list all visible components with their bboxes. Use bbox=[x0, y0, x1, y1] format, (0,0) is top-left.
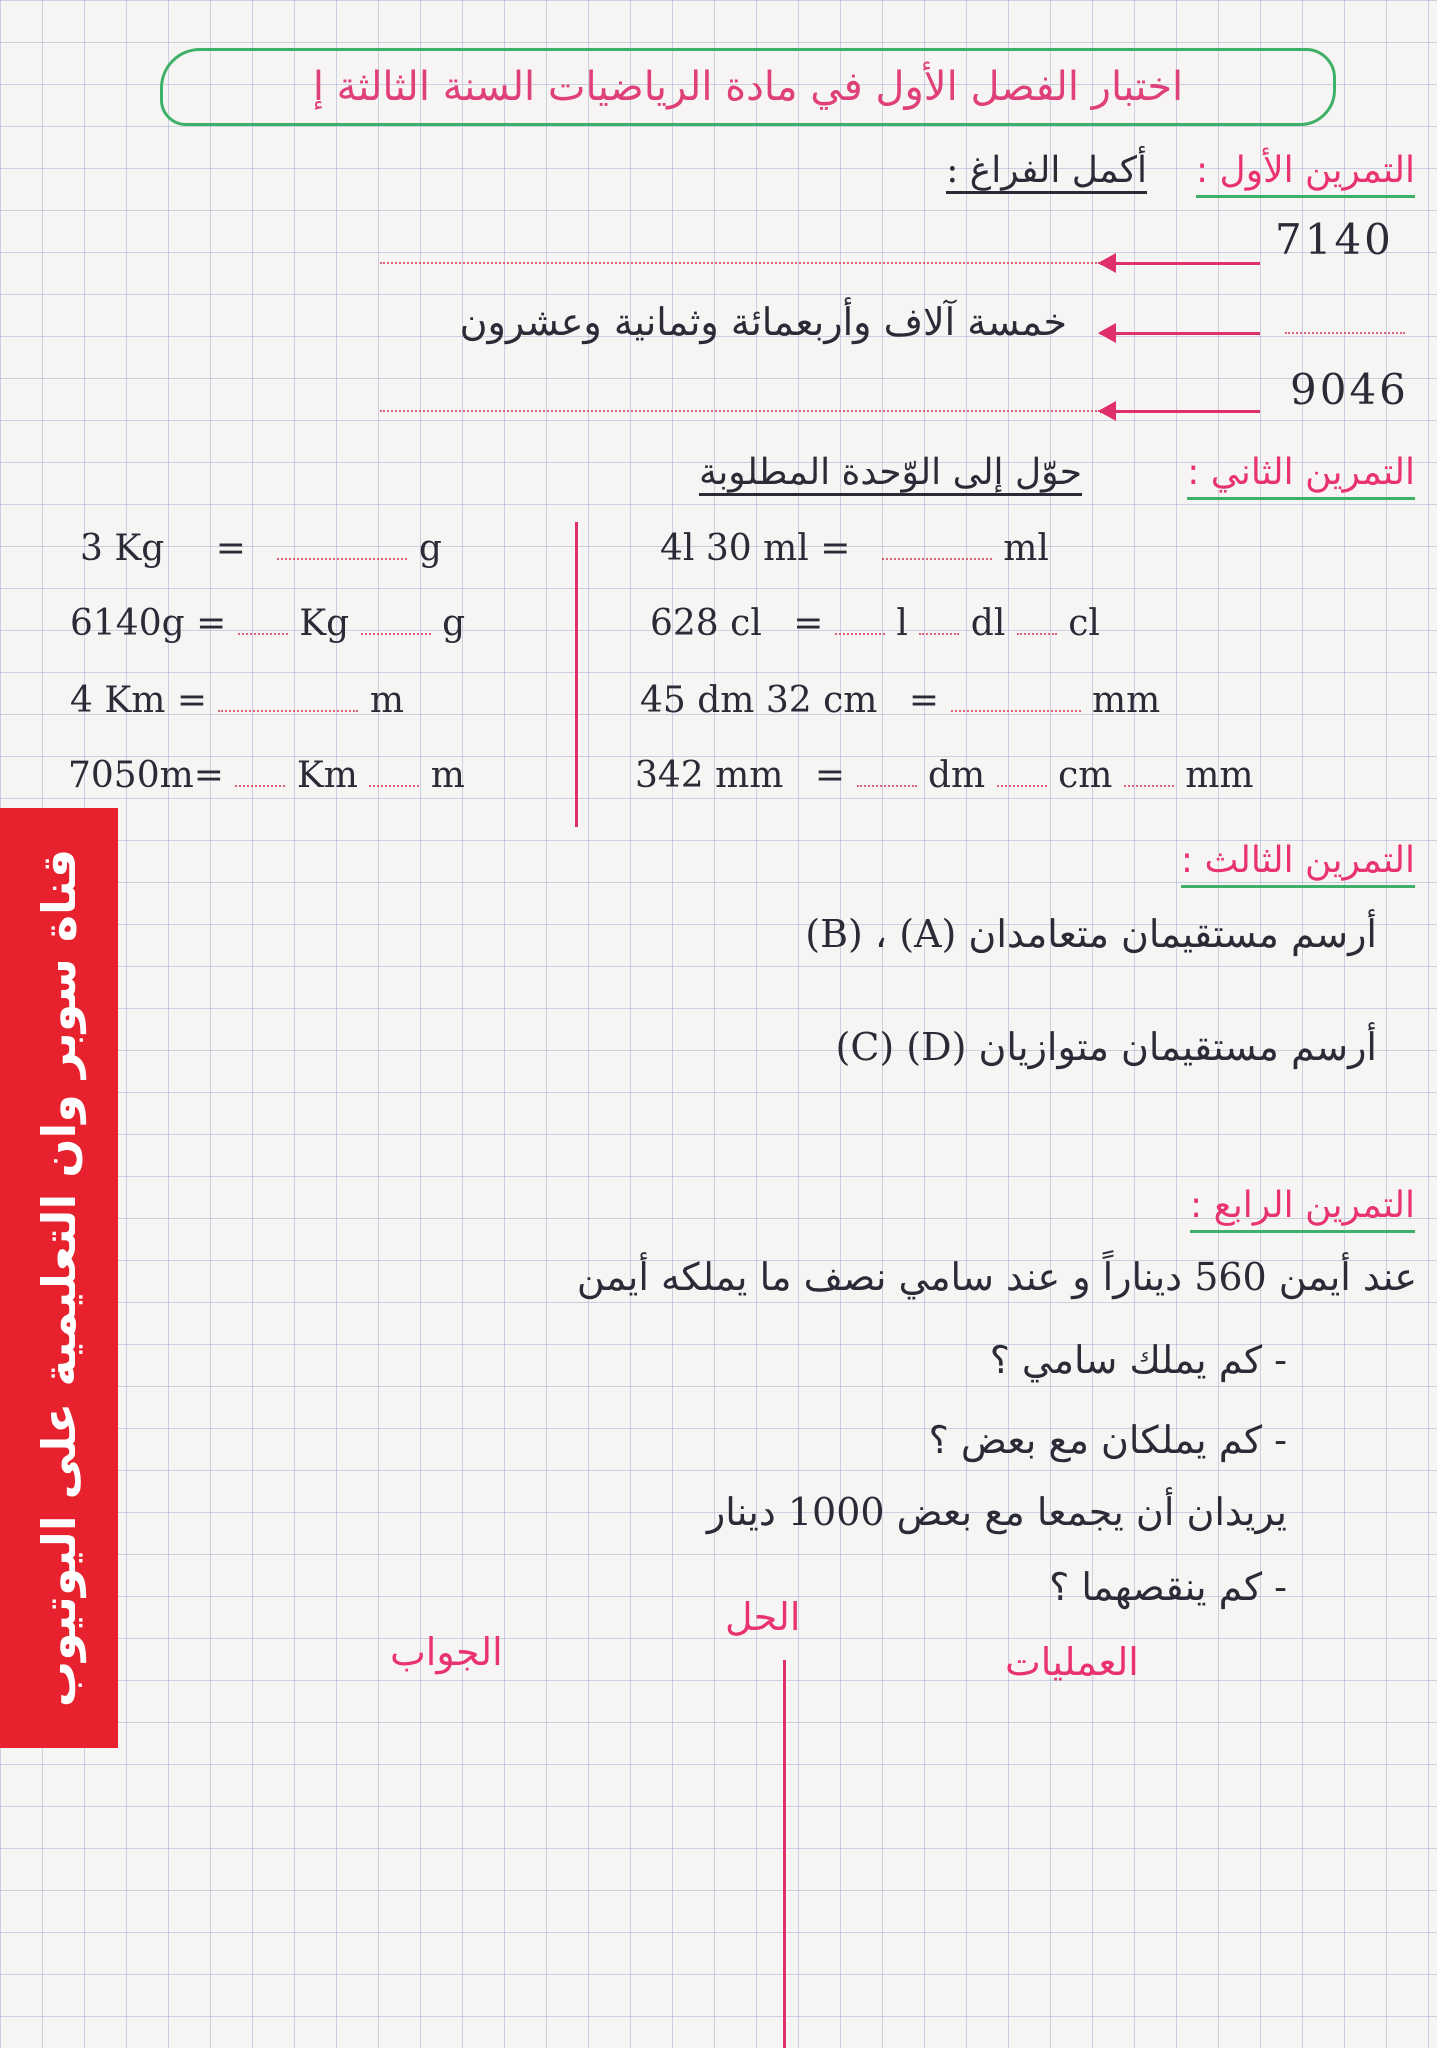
equals-sign: = bbox=[215, 528, 246, 569]
answer-line-3[interactable] bbox=[380, 410, 1100, 412]
answer-label: الجواب bbox=[390, 1630, 503, 1674]
answer-blank[interactable] bbox=[218, 710, 358, 712]
unit-label: dm bbox=[927, 755, 986, 796]
exercise-4-question-3: - كم ينقصهما ؟ bbox=[1049, 1565, 1287, 1609]
answer-blank[interactable] bbox=[882, 558, 992, 560]
answer-blank[interactable] bbox=[1017, 633, 1057, 635]
answer-blank[interactable] bbox=[951, 710, 1081, 712]
exercise-3-label bbox=[1181, 840, 1415, 881]
conversion-left-2 bbox=[70, 603, 465, 644]
equals-sign: = bbox=[814, 755, 846, 796]
exercise-4-question-2: - كم يملكان مع بعض ؟ bbox=[928, 1418, 1287, 1462]
unit-label: Kg bbox=[299, 603, 350, 644]
answer-blank[interactable] bbox=[1124, 785, 1174, 787]
exercise-3-line-1: أرسم مستقيمان متعامدان (A) ، (B) bbox=[805, 912, 1377, 956]
answer-blank[interactable] bbox=[277, 558, 407, 560]
equals-sign: = bbox=[820, 528, 851, 569]
conversion-right-3 bbox=[640, 680, 1160, 721]
arrow-left-icon bbox=[1100, 410, 1260, 413]
answer-blank[interactable] bbox=[919, 633, 959, 635]
equals-sign: = bbox=[193, 755, 224, 796]
exercise-3-label-text: التمرين الثالث : bbox=[1181, 840, 1415, 888]
solution-label: الحل bbox=[725, 1595, 801, 1639]
unit-label: mm bbox=[1091, 680, 1161, 721]
equals-sign: = bbox=[908, 680, 940, 721]
unit-label: cl bbox=[1068, 603, 1100, 644]
column-divider bbox=[575, 522, 578, 827]
conversion-right-4 bbox=[635, 755, 1254, 796]
exercise-2-label-text: التمرين الثاني : bbox=[1187, 452, 1415, 500]
conversion-left-3 bbox=[70, 680, 404, 721]
answer-blank[interactable] bbox=[997, 785, 1047, 787]
answer-line-2[interactable] bbox=[1285, 332, 1405, 334]
conversion-right-2 bbox=[650, 603, 1100, 644]
unit-label: g bbox=[418, 528, 442, 569]
conversion-left-2-lhs: 6140g bbox=[70, 603, 185, 644]
exercise-4-label-text: التمرين الرابع : bbox=[1190, 1185, 1415, 1233]
operations-label: العمليات bbox=[1005, 1640, 1139, 1684]
unit-label: g bbox=[442, 603, 466, 644]
answer-blank[interactable] bbox=[369, 785, 419, 787]
page-title: اختبار الفصل الأول في مادة الرياضيات السنة الثالثة إ bbox=[312, 64, 1184, 110]
exercise-3-line-2: أرسم مستقيمان متوازيان (D) (C) bbox=[835, 1025, 1377, 1069]
unit-label: ml bbox=[1003, 528, 1049, 569]
exercise-2-instruction-text: حوّل إلى الوّحدة المطلوبة bbox=[699, 452, 1082, 496]
conversion-left-1-lhs: 3 Kg bbox=[80, 528, 165, 569]
arrow-left-icon bbox=[1100, 332, 1260, 335]
exercise-1-label bbox=[1196, 150, 1415, 191]
answer-blank[interactable] bbox=[361, 633, 431, 635]
unit-label: l bbox=[896, 603, 908, 644]
equals-sign: = bbox=[196, 603, 227, 644]
conversion-left-4 bbox=[68, 755, 465, 796]
exercise-1-label-text: التمرين الأول : bbox=[1196, 150, 1415, 198]
exercise-2-label bbox=[1187, 452, 1415, 493]
exercise-1-instruction-text: أكمل الفراغ : bbox=[946, 150, 1147, 194]
exercise-4-question-1: - كم يملك سامي ؟ bbox=[989, 1338, 1287, 1382]
unit-label: dl bbox=[970, 603, 1006, 644]
conversion-left-1 bbox=[80, 528, 442, 569]
equals-sign: = bbox=[176, 680, 208, 721]
conversion-right-1-lhs: 4l 30 ml bbox=[660, 528, 809, 569]
conversion-right-2-lhs: 628 cl bbox=[650, 603, 762, 644]
exercise-1-number-3: 9046 bbox=[1290, 365, 1409, 414]
conversion-right-4-lhs: 342 mm bbox=[635, 755, 784, 796]
exercise-4-line-2: يريدان أن يجمعا مع بعض 1000 دينار bbox=[706, 1490, 1287, 1534]
answer-blank[interactable] bbox=[238, 633, 288, 635]
exercise-4-line-1: عند أيمن 560 ديناراً و عند سامي نصف ما يملكه أيمن bbox=[576, 1255, 1417, 1299]
exercise-1-instruction bbox=[946, 150, 1147, 191]
channel-watermark: قناة سوبر وان التعليمية على اليوتيوب bbox=[32, 848, 87, 1708]
equals-sign: = bbox=[793, 603, 824, 644]
conversion-right-1 bbox=[660, 528, 1049, 569]
answer-blank[interactable] bbox=[835, 633, 885, 635]
exercise-4-label bbox=[1190, 1185, 1415, 1226]
unit-label: cm bbox=[1058, 755, 1113, 796]
conversion-left-4-lhs: 7050m bbox=[68, 755, 194, 796]
exercise-2-instruction bbox=[699, 452, 1082, 493]
unit-label: m bbox=[369, 680, 405, 721]
arrow-left-icon bbox=[1100, 262, 1260, 265]
page-title-box bbox=[160, 48, 1336, 126]
unit-label: m bbox=[430, 755, 465, 796]
answer-blank[interactable] bbox=[857, 785, 917, 787]
answer-blank[interactable] bbox=[235, 785, 285, 787]
conversion-right-3-lhs: 45 dm 32 cm bbox=[640, 680, 878, 721]
unit-label: Km bbox=[296, 755, 358, 796]
conversion-left-3-lhs: 4 Km bbox=[70, 680, 166, 721]
exercise-1-words: خمسة آلاف وأربعمائة وثمانية وعشرون bbox=[459, 300, 1067, 344]
answer-line-1[interactable] bbox=[380, 262, 1100, 264]
solution-divider bbox=[783, 1660, 786, 2048]
unit-label: mm bbox=[1185, 755, 1254, 796]
channel-watermark-band bbox=[0, 808, 118, 1748]
exercise-1-number-1: 7140 bbox=[1275, 215, 1394, 264]
